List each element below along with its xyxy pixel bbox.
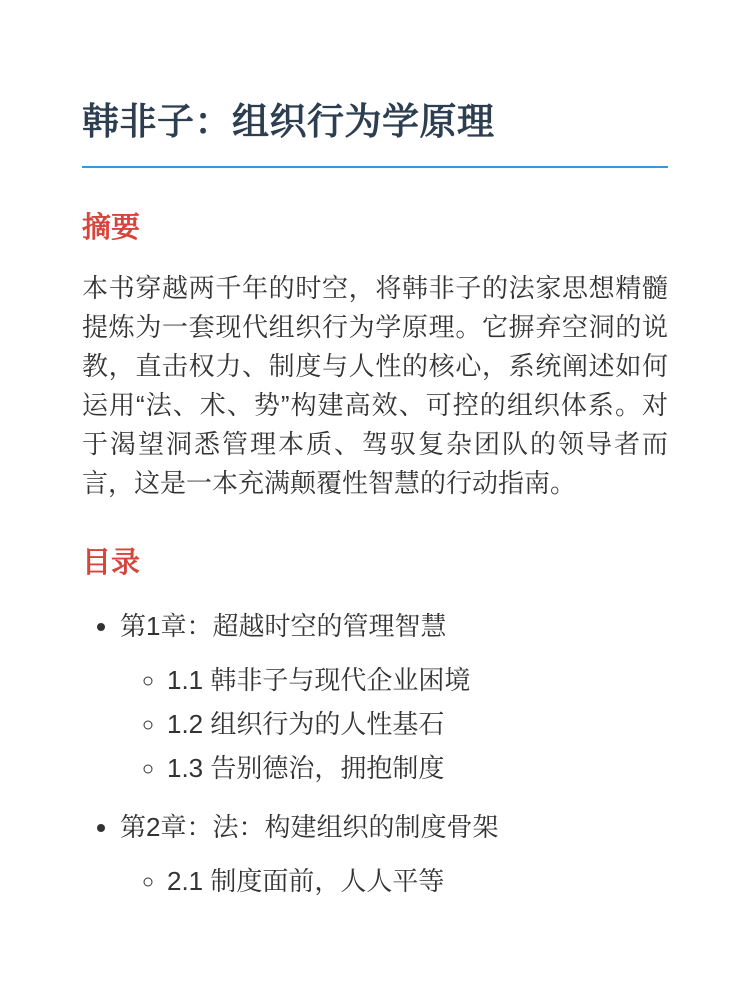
toc-chapter-1-sublist bbox=[120, 661, 668, 788]
abstract-paragraph: 本书穿越两千年的时空，将韩非子的法家思想精髓提炼为一套现代组织行为学原理。它摒弃空洞的说教，直击权力、制度与人性的核心，系统阐述如何运用“法、术、势”构建高效、可控的组织体系。对于渴望洞悉管理本质、驾驭复杂团队的领导者而言，这是一本充满颠覆性智慧的行动指南。 bbox=[82, 273, 668, 499]
toc-subitem-1-2: ◦ 1.2 组织行为的人性基石 bbox=[167, 705, 668, 744]
toc-chapter-2-label: 第2章：法：构建组织的制度骨架 bbox=[120, 811, 499, 842]
toc-chapter-1 bbox=[120, 607, 668, 788]
toc-heading: 目录 bbox=[82, 547, 141, 580]
toc-subitem-1-1: ◦ 1.1 韩非子与现代企业困境 bbox=[167, 661, 668, 700]
toc-chapter-2 bbox=[120, 808, 668, 901]
abstract-heading: 摘要 bbox=[82, 212, 141, 245]
toc-subitem-1-3: ◦ 1.3 告别德治，拥抱制度 bbox=[167, 749, 668, 788]
toc-subitem-2-1: ◦ 2.1 制度面前，人人平等 bbox=[167, 862, 668, 901]
toc-list bbox=[82, 607, 668, 901]
toc-chapter-1-label: 第1章：超越时空的管理智慧 bbox=[120, 610, 447, 641]
page-title: 韩非子：组织行为学原理 bbox=[82, 100, 668, 168]
toc-chapter-2-sublist bbox=[120, 862, 668, 901]
